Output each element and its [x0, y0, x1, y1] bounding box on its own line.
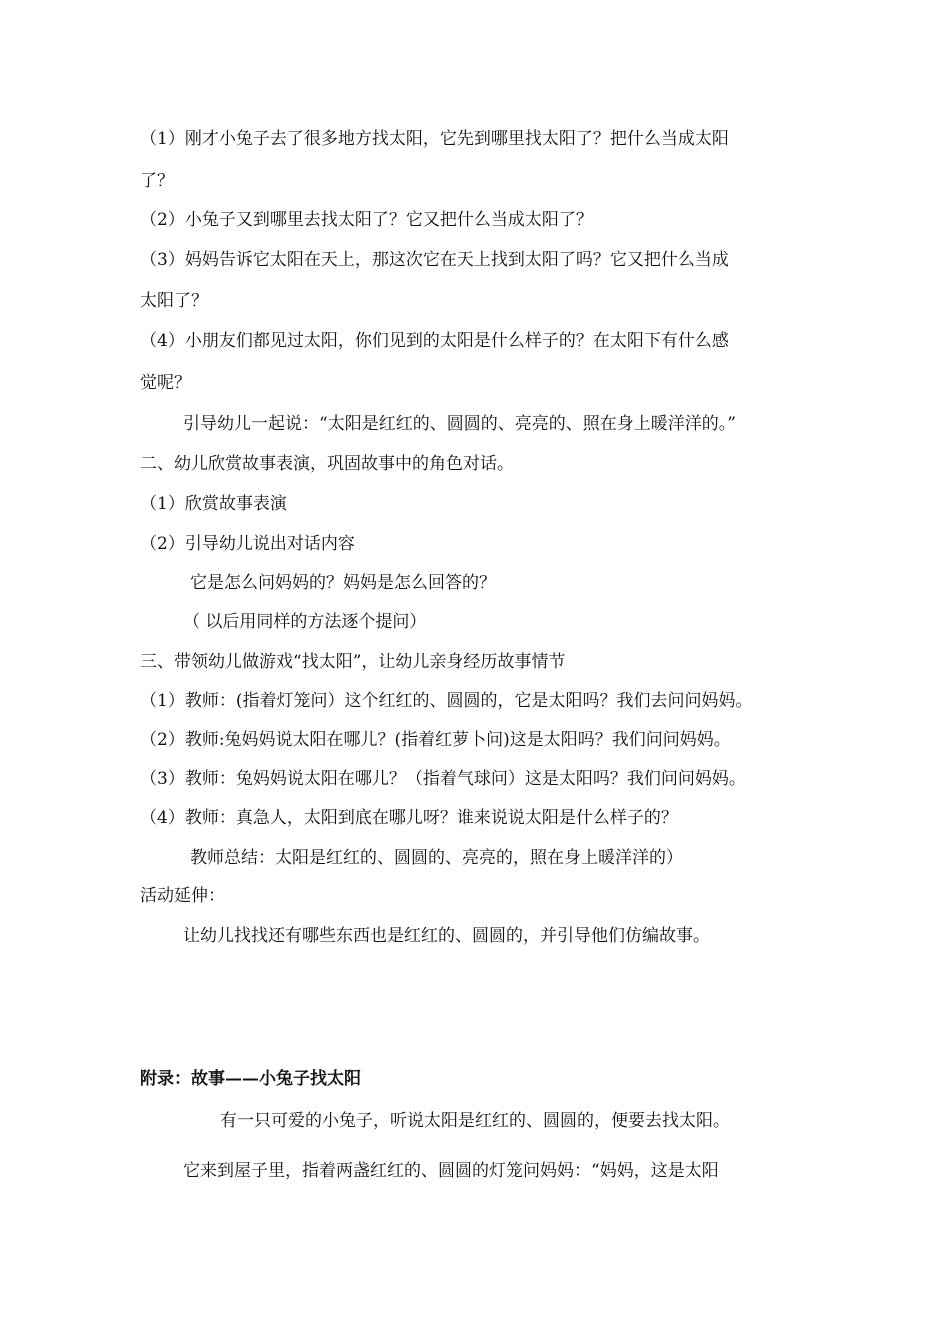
question-4-line-2: 觉呢？ [140, 373, 191, 393]
game-step-2: （2）教师:兔妈妈说太阳在哪儿？(指着红萝卜问)这是太阳吗？我们问问妈妈。 [140, 730, 731, 750]
story-paragraph-2: 它来到屋子里，指着两盏红红的、圆圆的灯笼问妈妈：“妈妈，这是太阳 [183, 1161, 719, 1181]
guide-statement: 引导幼儿一起说：“太阳是红红的、圆圆的、亮亮的、照在身上暖洋洋的。” [183, 414, 736, 434]
question-1-line-2: 了？ [140, 171, 174, 191]
section-2-item-2: （2）引导幼儿说出对话内容 [140, 534, 355, 554]
game-step-1: （1）教师：(指着灯笼问）这个红红的、圆圆的，它是太阳吗？我们去问问妈妈。 [140, 691, 753, 711]
appendix-title: 附录：故事——小兔子找太阳 [140, 1069, 361, 1089]
activity-extension-heading: 活动延伸： [140, 886, 225, 906]
section-3-heading: 三、带领幼儿做游戏“找太阳”，让幼儿亲身经历故事情节 [140, 652, 566, 672]
game-step-4: （4）教师：真急人，太阳到底在哪儿呀？谁来说说太阳是什么样子的？ [140, 808, 678, 828]
dialogue-note: （ 以后用同样的方法逐个提问） [183, 612, 427, 632]
game-step-3: （3）教师：兔妈妈说太阳在哪儿？（指着气球问）这是太阳吗？我们问问妈妈。 [140, 769, 746, 789]
section-2-heading: 二、幼儿欣赏故事表演，巩固故事中的角色对话。 [140, 454, 514, 474]
dialogue-question: 它是怎么问妈妈的？妈妈是怎么回答的？ [190, 573, 496, 593]
question-1-line-1: （1）刚才小兔子去了很多地方找太阳，它先到哪里找太阳了？把什么当成太阳 [140, 129, 729, 149]
section-2-item-1: （1）欣赏故事表演 [140, 494, 287, 514]
story-paragraph-1: 有一只可爱的小兔子，听说太阳是红红的、圆圆的，便要去找太阳。 [220, 1111, 730, 1131]
question-3-line-1: （3）妈妈告诉它太阳在天上，那这次它在天上找到太阳了吗？它又把什么当成 [140, 250, 729, 270]
question-2: （2）小兔子又到哪里去找太阳了？它又把什么当成太阳了？ [140, 210, 593, 230]
question-3-line-2: 太阳了？ [140, 291, 208, 311]
question-4-line-1: （4）小朋友们都见过太阳，你们见到的太阳是什么样子的？在太阳下有什么感 [140, 331, 729, 351]
teacher-summary: 教师总结：太阳是红红的、圆圆的、亮亮的，照在身上暖洋洋的） [190, 848, 683, 868]
activity-extension-text: 让幼儿找找还有哪些东西也是红红的、圆圆的，并引导他们仿编故事。 [183, 926, 710, 946]
